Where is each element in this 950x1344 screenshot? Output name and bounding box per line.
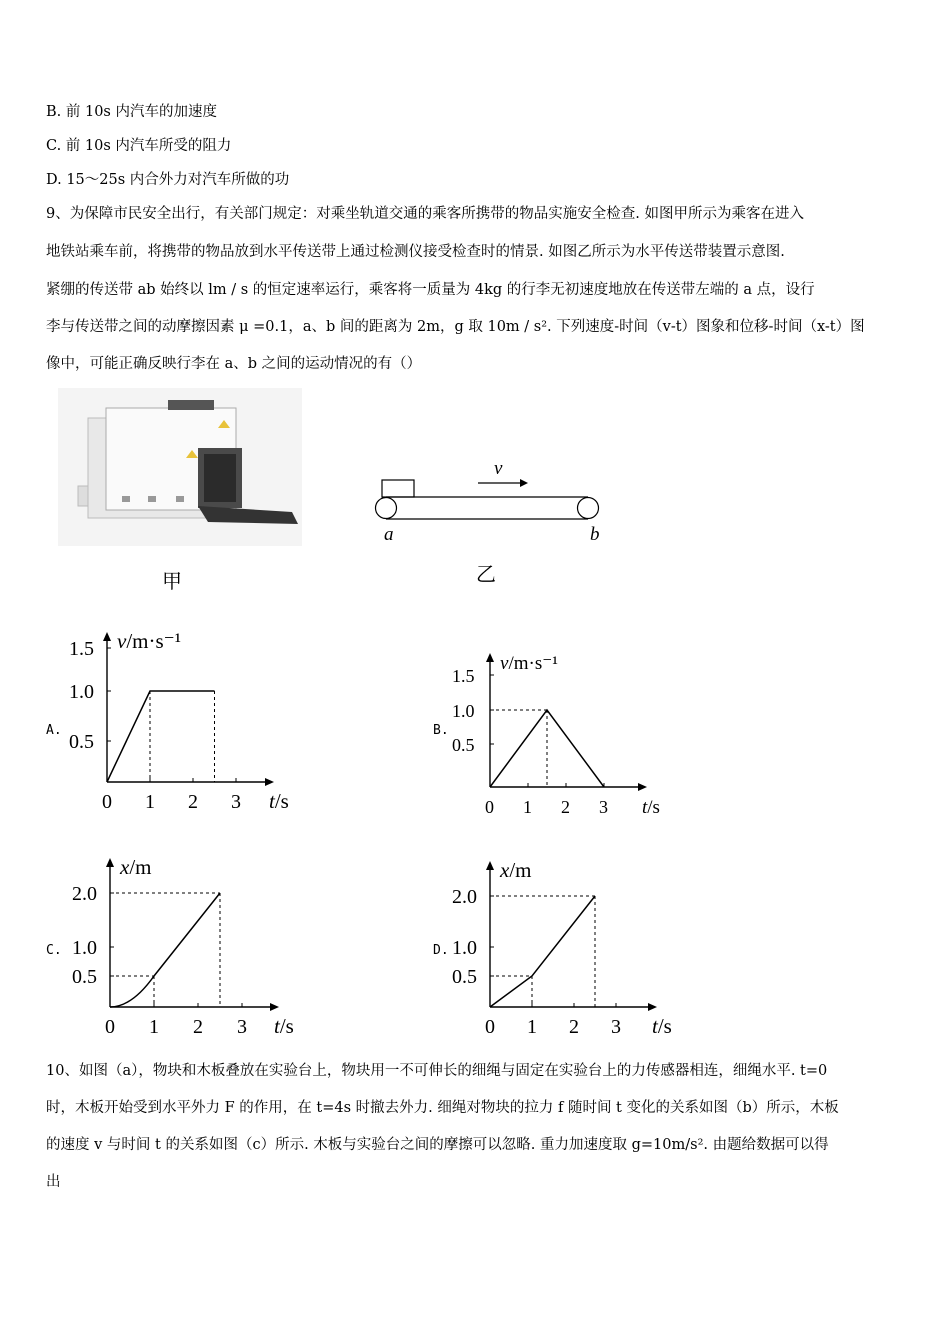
left-pulley (376, 498, 397, 519)
x-tick-label: 3 (237, 1016, 247, 1038)
x-axis-label: t/s (274, 1014, 294, 1038)
x-axis-label: t/s (269, 789, 289, 813)
y-axis-label: x/m (120, 855, 152, 879)
x-tick-label: 2 (561, 797, 570, 817)
x-tick-label: 0 (105, 1016, 115, 1038)
x-tick-label: 2 (569, 1016, 579, 1038)
x-axis-arrow (265, 778, 274, 786)
x-axis-arrow (270, 1003, 279, 1011)
figure-jia-caption: 甲 (162, 569, 182, 593)
y-tick-label: 2.0 (72, 883, 97, 905)
y-tick-label: 0.5 (69, 731, 94, 753)
graph-c-displacement-time (60, 850, 300, 1040)
option-c-label: C. (46, 943, 62, 958)
right-pulley (578, 498, 599, 519)
y-tick-label: 1.5 (69, 638, 94, 660)
question-9-line-3: 紧绷的传送带 ab 始终以 lm / s 的恒定速率运行，乘客将一质量为 4kg 的行李无初速度地放在传送带左端的 a 点，设行 (46, 282, 815, 298)
x-tick-label: 2 (188, 791, 198, 813)
x-axis-label: t/s (652, 1014, 672, 1038)
x-tick-label: 1 (149, 1016, 159, 1038)
point-b-label: b (590, 524, 600, 545)
graph-a-velocity-time (60, 620, 300, 820)
option-8d: D. 15～25s 内合外力对汽车所做的功 (46, 172, 290, 188)
question-10-line-1: 10、如图（a），物块和木板叠放在实验台上，物块用一不可伸长的细绳与固定在实验台上的力传感器相连，细绳水平. t=0 (46, 1063, 828, 1079)
data-line (107, 691, 215, 782)
option-a-label: A. (46, 723, 62, 738)
x-tick-label: 0 (485, 1016, 495, 1038)
y-tick-label: 0.5 (72, 966, 97, 988)
y-axis-arrow (486, 861, 494, 870)
y-axis-label: x/m (500, 858, 532, 882)
security-scanner-illustration (58, 388, 302, 546)
y-tick-label: 2.0 (452, 886, 477, 908)
y-tick-label: 1.0 (452, 937, 477, 959)
x-tick-label: 0 (485, 797, 494, 817)
option-b-label: B. (433, 723, 449, 738)
graph-d-displacement-time (448, 855, 678, 1045)
question-10-line-2: 时，木板开始受到水平外力 F 的作用，在 t=4s 时撤去外力. 细绳对物块的拉力 f 随时间 t 变化的关系如图（b）所示，木板 (46, 1100, 839, 1116)
question-9-line-2: 地铁站乘车前，将携带的物品放到水平传送带上通过检测仪接受检查时的情景. 如图乙所示为水平传送带装置示意图. (46, 244, 785, 260)
question-10-line-4: 出 (46, 1174, 61, 1190)
x-tick-label: 0 (102, 791, 112, 813)
x-tick-label: 1 (523, 797, 532, 817)
y-axis-arrow (106, 858, 114, 867)
x-tick-label: 1 (527, 1016, 537, 1038)
question-9-line-4: 李与传送带之间的动摩擦因素 μ =0.1，a、b 间的距离为 2m，g 取 10m / s². 下列速度-时间（v-t）图象和位移-时间（x-t）图 (46, 319, 865, 335)
point-a-label: a (384, 524, 394, 545)
y-tick-label: 1.5 (452, 666, 475, 686)
conveyor-belt-diagram (368, 455, 618, 555)
y-axis-arrow (486, 653, 494, 662)
y-tick-label: 0.5 (452, 735, 475, 755)
question-9-line-1: 9、为保障市民安全出行，有关部门规定：对乘坐轨道交通的乘客所携带的物品实施安全检查. 如图甲所示为乘客在进入 (46, 206, 804, 222)
y-tick-label: 1.0 (69, 681, 94, 703)
x-axis-label: t/s (642, 797, 660, 818)
y-tick-label: 0.5 (452, 966, 477, 988)
x-tick-label: 1 (145, 791, 155, 813)
y-axis-label: v/m·s⁻¹ (500, 653, 558, 674)
question-9-line-5: 像中，可能正确反映行李在 a、b 之间的运动情况的有（） (46, 356, 422, 372)
y-axis-label: v/m·s⁻¹ (117, 629, 182, 653)
velocity-label: v (494, 458, 503, 479)
option-8c: C. 前 10s 内汽车所受的阻力 (46, 138, 232, 154)
x-axis-arrow (648, 1003, 657, 1011)
x-tick-label: 3 (599, 797, 608, 817)
figure-yi-caption: 乙 (476, 562, 496, 586)
graph-b-velocity-time (448, 645, 668, 820)
luggage-block (382, 480, 414, 497)
data-line (110, 893, 220, 1007)
x-axis-arrow (638, 783, 647, 791)
y-tick-label: 1.0 (72, 937, 97, 959)
y-axis-arrow (103, 632, 111, 641)
x-tick-label: 2 (193, 1016, 203, 1038)
x-tick-label: 3 (611, 1016, 621, 1038)
option-8b: B. 前 10s 内汽车的加速度 (46, 104, 217, 120)
y-tick-label: 1.0 (452, 701, 475, 721)
question-10-line-3: 的速度 v 与时间 t 的关系如图（c）所示. 木板与实验台之间的摩擦可以忽略. 重力加速度取 g=10m/s². 由题给数据可以得 (46, 1137, 829, 1153)
option-d-label: D. (433, 943, 449, 958)
data-line (490, 896, 595, 1007)
x-tick-label: 3 (231, 791, 241, 813)
